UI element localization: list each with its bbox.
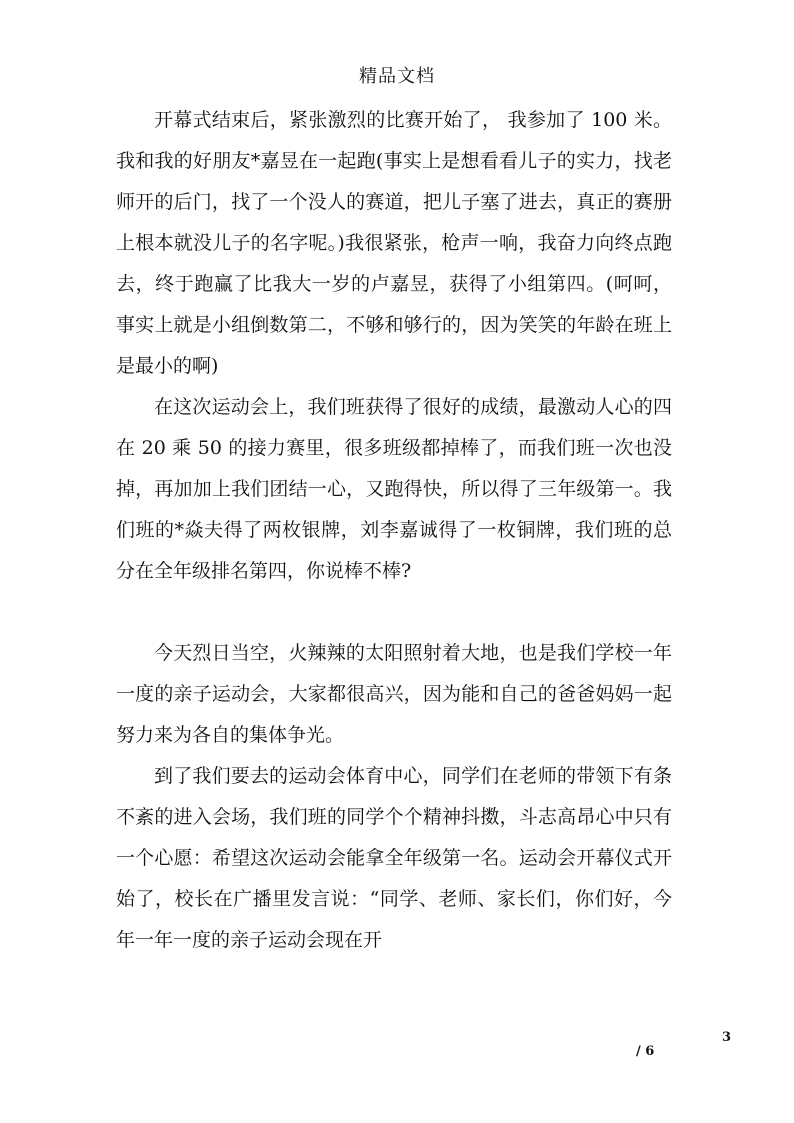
page-header-title: 精品文档 (359, 66, 435, 87)
paragraph-spacer (116, 592, 672, 633)
paragraph-2: 在这次运动会上，我们班获得了很好的成绩，最激动人心的四在 20 乘 50 的接力赛里，很多班级都掉棒了，而我们班一次也没掉，再加加上我们团结一心，又跑得快，所以得了三年级第一。我们班的*焱夫得了两枚银牌，刘李嘉诚得了一枚铜牌，我们班的总分在全年级排名第四，你说棒不棒? (116, 396, 672, 582)
page-total: / 6 (636, 1044, 655, 1059)
page-number: 3 (722, 1030, 732, 1045)
paragraph-3: 今天烈日当空，火辣辣的太阳照射着大地，也是我们学校一年一度的亲子运动会，大家都很高兴，因为能和自己的爸爸妈妈一起努力来为各自的集体争光。 (116, 642, 672, 746)
paragraph-1: 开幕式结束后，紧张激烈的比赛开始了， 我参加了 100 米。我和我的好朋友*嘉昱在一起跑(事实上是想看看儿子的实力，找老师开的后门，找了一个没人的赛道，把儿子塞了进去，真正的赛册上根本就没儿子的名字呢。)我很紧张，枪声一响，我奋力向终点跑去，终于跑赢了比我大一岁的卢嘉昱，获得了小组第四。(呵呵，事实上就是小组倒数第二，不够和够行的，因为笑笑的年龄在班上是最小的啊) (116, 109, 672, 377)
paragraph-4: 到了我们要去的运动会体育中心，同学们在老师的带领下有条不紊的进入会场，我们班的同学个个精神抖擞，斗志高昂心中只有一个心愿：希望这次运动会能拿全年级第一名。运动会开幕仪式开始了，校长在广播里发言说：“同学、老师、家长们，你们好，今年一年一度的亲子运动会现在开 (116, 765, 672, 951)
document-body (116, 100, 672, 961)
